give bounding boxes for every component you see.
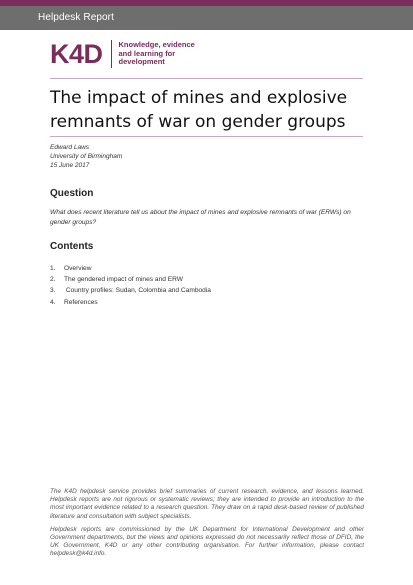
toc-item[interactable] bbox=[50, 274, 211, 285]
table-of-contents bbox=[50, 263, 211, 308]
question-text: What does recent literature tell us about the impact of mines and explosive remnants of war (ERWs) on gender groups? bbox=[50, 209, 351, 226]
toc-item[interactable] bbox=[50, 285, 211, 296]
logo-tagline-line: and learning for bbox=[118, 48, 176, 58]
author-name: Edward Laws bbox=[50, 144, 90, 151]
toc-item-number: 1. bbox=[50, 265, 56, 272]
toc-item-label: Overview bbox=[64, 265, 92, 272]
toc-item-label: Country profiles: Sudan, Colombia and Cambodia bbox=[64, 287, 211, 295]
disclaimer-paragraph: Helpdesk reports are commissioned by the UK Department for International Development and other Government departments, but the views and opinions expressed do not necessarily reflect those of DFID, the UK Government, K4D or any other contributing organisation. For further information, please contact helpdesk@k4d.info. bbox=[50, 525, 364, 558]
report-header-bar bbox=[0, 0, 413, 30]
logo-mark: K4D bbox=[50, 39, 103, 69]
logo-tagline bbox=[119, 41, 209, 66]
logo-tagline-line: development bbox=[118, 57, 165, 67]
author-block bbox=[50, 144, 122, 170]
author-affiliation: University of Birmingham bbox=[50, 152, 123, 160]
toc-item[interactable] bbox=[50, 297, 211, 308]
report-type-label: Helpdesk Report bbox=[38, 12, 114, 23]
toc-item-label: References bbox=[64, 298, 98, 306]
toc-item-number: 4. bbox=[50, 298, 56, 306]
logo-tagline-line: Knowledge, evidence bbox=[118, 40, 195, 50]
logo-divider bbox=[111, 40, 112, 68]
toc-item-number: 2. bbox=[50, 276, 56, 284]
question-heading: Question bbox=[50, 188, 94, 199]
disclaimer-footer bbox=[50, 488, 364, 564]
divider-line bbox=[50, 136, 363, 137]
disclaimer-paragraph: The K4D helpdesk service provides brief summaries of current research, evidence, and lessons learned. Helpdesk reports are not rigorous or systematic reviews; they are intended to provide an introduction to the most important evidence related to a research question. They draw on a rapid desk-based review of published literature and consultation with subject specialists. bbox=[50, 488, 364, 520]
k4d-logo bbox=[50, 40, 209, 68]
toc-item-label: The gendered impact of mines and ERW bbox=[64, 276, 183, 284]
toc-item[interactable] bbox=[50, 263, 211, 274]
toc-item-number: 3. bbox=[50, 287, 56, 295]
publication-date: 15 June 2017 bbox=[50, 161, 90, 169]
divider-line bbox=[50, 78, 363, 79]
header-accent-stripe bbox=[0, 0, 413, 6]
document-title: The impact of mines and explosive remnants of war on gender groups bbox=[50, 88, 348, 132]
contents-heading: Contents bbox=[50, 241, 94, 252]
